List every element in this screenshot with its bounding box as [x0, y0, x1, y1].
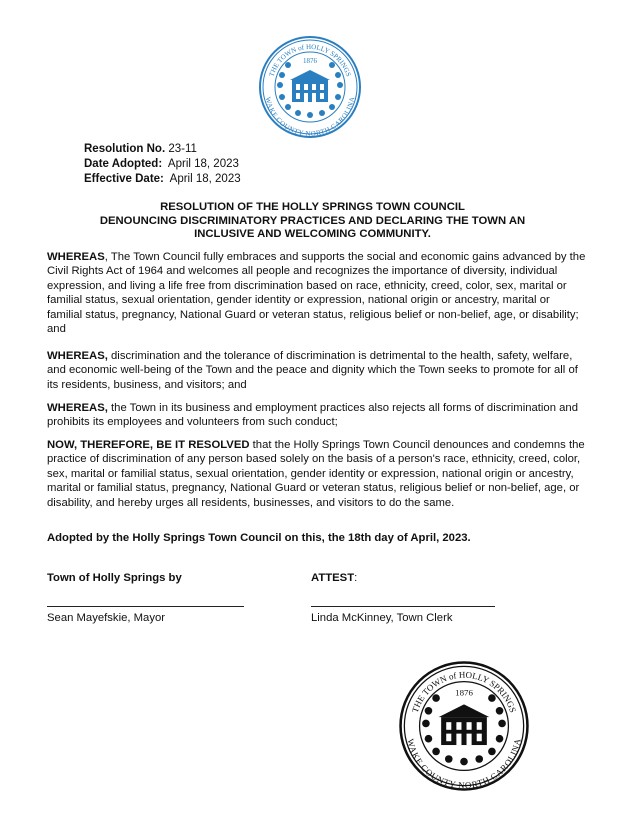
svg-text:1876: 1876: [455, 687, 473, 698]
whereas-paragraph-1: WHEREAS, The Town Council fully embraces and supports the social and economic gains advanced by the Civil Rights Act of 1964 and welcomes all people and recognizes the importance of diversity, individual expression, and living a life free from discrimination based on race, ethnicity, creed, color, sex, marital or familial status, sexual orientation, gender identity or expression, national origin or ancestry, marital or familial status, pregnancy, National Guard or veteran status, religious belief or non-belief, age, or disability; and: [47, 251, 586, 336]
town-seal-top: [258, 35, 362, 139]
mayor-signature-line: [47, 606, 244, 607]
svg-text:THE TOWN of HOLLY SPRINGS: THE TOWN of HOLLY SPRINGS: [409, 669, 519, 714]
svg-text:1876: 1876: [303, 57, 317, 65]
svg-text:WAKE COUNTY NORTH CAROLINA: WAKE COUNTY NORTH CAROLINA: [405, 737, 523, 791]
date-adopted: Date Adopted: April 18, 2023: [84, 158, 239, 170]
mayor-heading: Town of Holly Springs by: [47, 572, 182, 584]
clerk-name: Linda McKinney, Town Clerk: [311, 612, 453, 624]
resolution-header: [84, 142, 241, 187]
adopted-statement: Adopted by the Holly Springs Town Council on this, the 18th day of April, 2023.: [47, 532, 471, 544]
mayor-name: Sean Mayefskie, Mayor: [47, 612, 166, 624]
whereas-paragraph-3: WHEREAS, the Town in its business and employment practices also rejects all forms of discrimination and prohibits its employees and volunteers from such conduct;: [47, 402, 578, 429]
town-seal-bottom: [398, 660, 530, 792]
svg-text:THE TOWN of HOLLY SPRINGS: THE TOWN of HOLLY SPRINGS: [267, 42, 353, 78]
resolution-number: Resolution No. 23-11: [84, 143, 197, 155]
resolution-title: RESOLUTION OF THE HOLLY SPRINGS TOWN COUNCIL DENOUNCING DISCRIMINATORY PRACTICES AND DECLARING THE TOWN AN INCLUSIVE AND WELCOMING COMMUNITY.: [99, 201, 526, 241]
whereas-paragraph-2: WHEREAS, discrimination and the tolerance of discrimination is detrimental to the health, safety, welfare, and economic well-being of the Town and the peace and dignity which the Town seeks to promote for all of its residents, business, and visitors; and: [47, 350, 578, 391]
resolved-paragraph: NOW, THEREFORE, BE IT RESOLVED that the Holly Springs Town Council denounces and condemns the practice of discrimination of any person based solely on the basis of a person's race, ethnicity, creed, color, sex, marital or familial status, sexual orientation, gender identity or expression, national origin or ancestry, marital or familial status, pregnancy, National Guard or veteran status, religious belief or non-belief, age, or disability, and hereby urges all residents, businesses, and visitors to do the same.: [47, 439, 585, 509]
effective-date: Effective Date: April 18, 2023: [84, 173, 241, 185]
attest-heading: ATTEST:: [311, 572, 358, 584]
clerk-signature-line: [311, 606, 495, 607]
svg-text:WAKE COUNTY NORTH CAROLINA: WAKE COUNTY NORTH CAROLINA: [263, 96, 357, 138]
